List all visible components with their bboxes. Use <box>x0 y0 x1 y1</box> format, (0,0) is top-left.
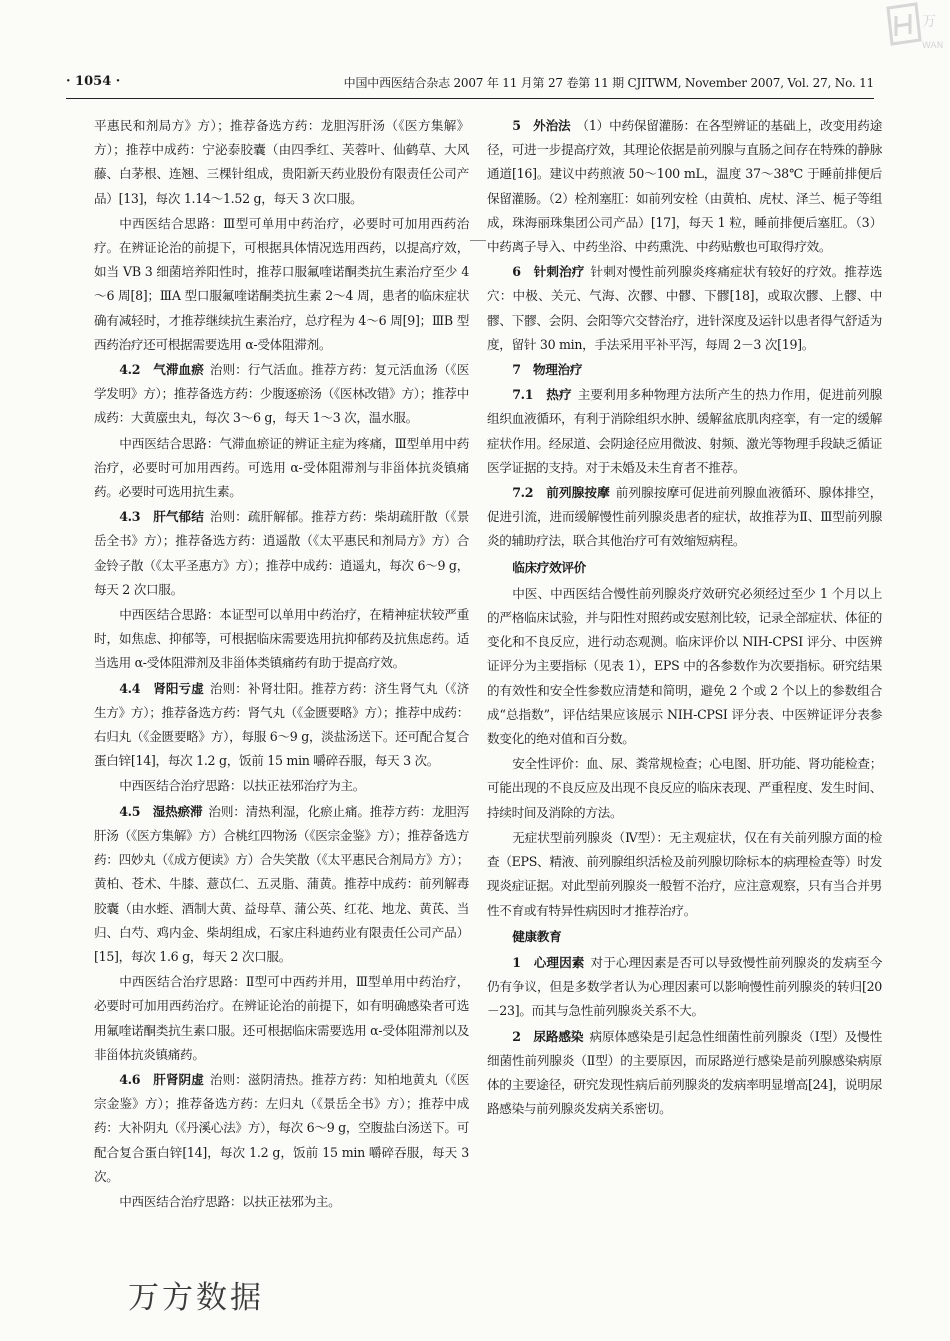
section-paragraph <box>94 800 469 969</box>
section-body: 治则：疏肝解郁。推荐方药：柴胡疏肝散（《景岳全书》方）；推荐备选方药：逍遥散（《太平惠民和剂局方》方）合金铃子散（《太平圣惠方》方）；推荐中成药：逍遥丸，每次 6～9 g，每天 2 次口服。 <box>94 509 470 597</box>
section-body: 针刺对慢性前列腺炎疼痛症状有较好的疗效。推荐选穴：中极、关元、气海、次髎、中髎、下髎[18]，或取次髎、上髎、中髎、下髎、会阴、会阳等穴交替治疗，进针深度及运针以患者得气舒适为度，留针 30 min，手法采用平补平泻，每周 2－3 次[19]。 <box>487 264 882 352</box>
section-heading: 4.4 肾阳亏虚 <box>119 680 204 696</box>
section-heading: 2 尿路感染 <box>512 1028 584 1044</box>
journal-title: 中国中西医结合杂志 2007 年 11 月第 27 卷第 11 期 CJITWM, November 2007, Vol. 27, No. 11 <box>343 76 874 90</box>
margin-mark <box>470 240 486 241</box>
section-heading: 7.2 前列腺按摩 <box>512 485 610 501</box>
running-header <box>66 74 874 94</box>
section-heading: 4.5 湿热瘀滞 <box>119 803 203 819</box>
section-heading: 7.1 热疗 <box>512 387 572 403</box>
body-paragraph: 平惠民和剂局方》方）；推荐备选方药：龙胆泻肝汤（《医方集解》方）；推荐中成药：宁泌泰胶囊（由四季红、芙蓉叶、仙鹤草、大风藤、白茅根、连翘、三棵针组成，贵阳新天药业股份有限责任公司产品）[13]，每次 1.14～1.52 g，每天 3 次口服。 <box>94 118 469 206</box>
section-body: 病原体感染是引起急性细菌性前列腺炎（Ⅰ型）及慢性细菌性前列腺炎（Ⅱ型）的主要原因，而尿路逆行感染是前列腺感染病原体的主要途径，研究发现性病后前列腺炎的发病率明显增高[24]，说明尿路感染与前列腺炎发病关系密切。 <box>487 1028 882 1117</box>
header-rule <box>66 98 874 99</box>
section-body: 对于心理因素是否可以导致慢性前列腺炎的发病至今仍有争议，但是多数学者认为心理因素可以影响慢性前列腺炎的转归[20－23]。而其与急性前列腺炎关系不大。 <box>487 954 882 1019</box>
svg-text:WAN: WAN <box>922 41 944 51</box>
section-paragraph <box>94 1068 469 1189</box>
section-paragraph <box>487 951 882 1024</box>
section-title: 临床疗效评价 <box>512 559 586 575</box>
section-body: 治则：滋阴清热。推荐方药：知柏地黄丸（《医宗金鉴》方）；推荐备选方药：左归丸（《景岳全书》方）；推荐中成药：大补阴丸（《丹溪心法》方），每次 6～9 g，空腹盐白汤送下。可配合复合蛋白锌[14]，每次 1.2 g，饭前 15 min 嚼碎吞服，每天 3 次。 <box>94 1071 470 1184</box>
section-body: 前列腺按摩可促进前列腺血液循环、腺体排空，促进引流，进而缓解慢性前列腺炎患者的症状，故推荐为Ⅱ、Ⅲ型前列腺炎的辅助疗法，联合其他治疗可有效缩短病程。 <box>487 485 882 549</box>
section-body: 治则：补肾壮阳。推荐方药：济生肾气丸（《济生方》方）；推荐备选方药：肾气丸（《金匮要略》方）；推荐中成药：右归丸（《金匮要略》方），每服 6～9 g，淡盐汤送下。还可配合复合蛋白锌[14]，每次 1.2 g，饭前 15 min 嚼碎吞服，每天 3 次。 <box>94 680 470 769</box>
section-body: （1）中药保留灌肠：在各型辨证的基础上，改变用药途径，可进一步提高疗效，其理论依据是前列腺与直肠之间存在特殊的静脉通道[16]。建议中药煎液 50～100 mL，温度 37～38℃ 于睡前排便后保留灌肠。（2）栓剂塞肛：如前列安栓（由黄柏、虎杖、泽兰、栀子等组成，珠海丽珠集团公司产品）[17]，每天 1 粒，睡前排便后塞肛。（3）中药离子导入、中药坐浴、中药熏洗、中药贴敷也可取得疗效。 <box>487 118 883 255</box>
body-paragraph: 中西医结合治疗思路：以扶正祛邪为主。 <box>119 1193 341 1209</box>
publisher-logo <box>830 0 950 68</box>
section-body: 治则：清热利湿，化瘀止痛。推荐方药：龙胆泻肝汤（《医方集解》方）合桃红四物汤（《医宗金鉴》方）；推荐备选方药：四妙丸（《成方便读》方）合失笑散（《太平惠民合剂局方》方）；黄柏、苍术、牛膝、薏苡仁、五灵脂、蒲黄。推荐中成药：前列解毒胶囊（由水蛭、酒制大黄、益母草、蒲公英、红花、地龙、黄芪、当归、白芍、鸡内金、柴胡组成，石家庄科迪药业有限责任公司产品）[15]，每次 1.6 g，每天 2 次口服。 <box>94 803 470 964</box>
right-column <box>487 114 882 1122</box>
section-body: 主要利用多种物理方法所产生的热力作用，促进前列腺组织血液循环，有利于消除组织水肿、缓解盆底肌肉痉挛，有一定的缓解症状作用。经尿道、会阴途径应用微波、射频、激光等物理手段缺乏循证医学证据的支持。对于未婚及未生育者不推荐。 <box>487 387 882 475</box>
section-paragraph <box>487 260 882 357</box>
body-paragraph: 中西医结合治疗思路：Ⅱ型可中西药并用，Ⅲ型单用中药治疗，必要时可加用西药治疗。在辨证论治的前提下，如有明确感染者可选用氟喹诺酮类抗生素口服。还可根据临床需要选用 α-受体阻滞剂以及非甾体抗炎镇痛药。 <box>94 974 469 1062</box>
body-paragraph: 无症状型前列腺炎（Ⅳ型）：无主观症状，仅在有关前列腺方面的检查（EPS、精液、前列腺组织活检及前列腺切除标本的病理检查等）时发现炎症证据。对此型前列腺炎一般暂不治疗，应注意观察，只有当合并男性不育或有特异性病因时才推荐治疗。 <box>487 829 882 918</box>
section-heading: 4.2 气滞血瘀 <box>119 362 204 378</box>
section-heading: 6 针刺治疗 <box>512 264 585 280</box>
body-paragraph: 中西医结合思路：本证型可以单用中药治疗，在精神症状较严重时，如焦虑、抑郁等，可根据临床需要选用抗抑郁药及抗焦虑药。适当选用 α-受体阻滞剂及非甾体类镇痛药有助于提高疗效。 <box>94 607 469 671</box>
section-heading: 4.3 肝气郁结 <box>119 509 204 525</box>
body-paragraph: 中医、中西医结合慢性前列腺炎疗效研究必须经过至少 1 个月以上的严格临床试验，并与阳性对照药或安慰剂比较，记录全部症状、体征的变化和不良反应，进行动态观测。临床评价以 NIH-CPSI 评分、中医辨证评分为主要指标（见表 1），EPS 中的各参数作为次要指标。研究结果的有效性和安全性参数应清楚和简明，避免 2 个或 2 个以上的参数组合成“总指数”，评估结果应该展示 NIH-CPSI 评分表、中医辨证评分表参数变化的绝对值和百分数。 <box>487 585 882 747</box>
section-heading: 4.6 肝肾阴虚 <box>119 1071 204 1087</box>
section-paragraph <box>487 1025 882 1122</box>
left-column <box>94 114 469 1215</box>
section-body: 治则：行气活血。推荐方药：复元活血汤（《医学发明》方）；推荐备选方药：少腹逐瘀汤（《医林改错》方）；推荐中成药：大黄䗪虫丸，每次 3～6 g，每天 1～3 次，温水服。 <box>94 362 470 426</box>
page-number: · 1054 · <box>66 74 121 89</box>
body-paragraph: 中西医结合治疗思路：以扶正祛邪治疗为主。 <box>119 778 366 794</box>
body-paragraph: 中西医结合思路：Ⅲ型可单用中药治疗，必要时可加用西药治疗。在辨证论治的前提下，可根据具体情况选用西药，以提高疗效，如当 VB 3 细菌培养阳性时，推荐口服氟喹诺酮类抗生素治疗至少 4～6 周[8]；ⅢA 型口服氟喹诺酮类抗生素 2～4 周，患者的临床症状确有减轻时，才推荐继续抗生素治疗，总疗程为 4～6 周[9]；ⅢB 型西药治疗还可根据需要选用 α-受体阻滞剂。 <box>94 215 469 352</box>
section-paragraph <box>487 481 882 554</box>
watermark-text: 万方数据 <box>128 1280 264 1316</box>
section-paragraph <box>487 114 882 259</box>
section-heading: 5 外治法 <box>512 118 571 133</box>
section-paragraph <box>94 677 469 774</box>
body-paragraph: 安全性评价：血、尿、粪常规检查；心电图、肝功能、肾功能检查；可能出现的不良反应及出现不良反应的临床表现、严重程度、发生时间、持续时间及消除的方法。 <box>487 756 882 820</box>
section-title: 健康教育 <box>512 928 562 944</box>
svg-text:万: 万 <box>922 14 936 30</box>
section-paragraph <box>487 383 882 480</box>
section-paragraph <box>94 358 469 431</box>
section-heading: 1 心理因素 <box>512 954 585 970</box>
body-paragraph: 中西医结合思路：气滞血瘀证的辨证主症为疼痛，Ⅲ型单用中药治疗，必要时可加用西药。可选用 α-受体阻滞剂与非甾体抗炎镇痛药。必要时可选用抗生素。 <box>94 435 469 500</box>
subsection-heading: 7 物理治疗 <box>512 362 583 378</box>
section-paragraph <box>94 505 469 602</box>
